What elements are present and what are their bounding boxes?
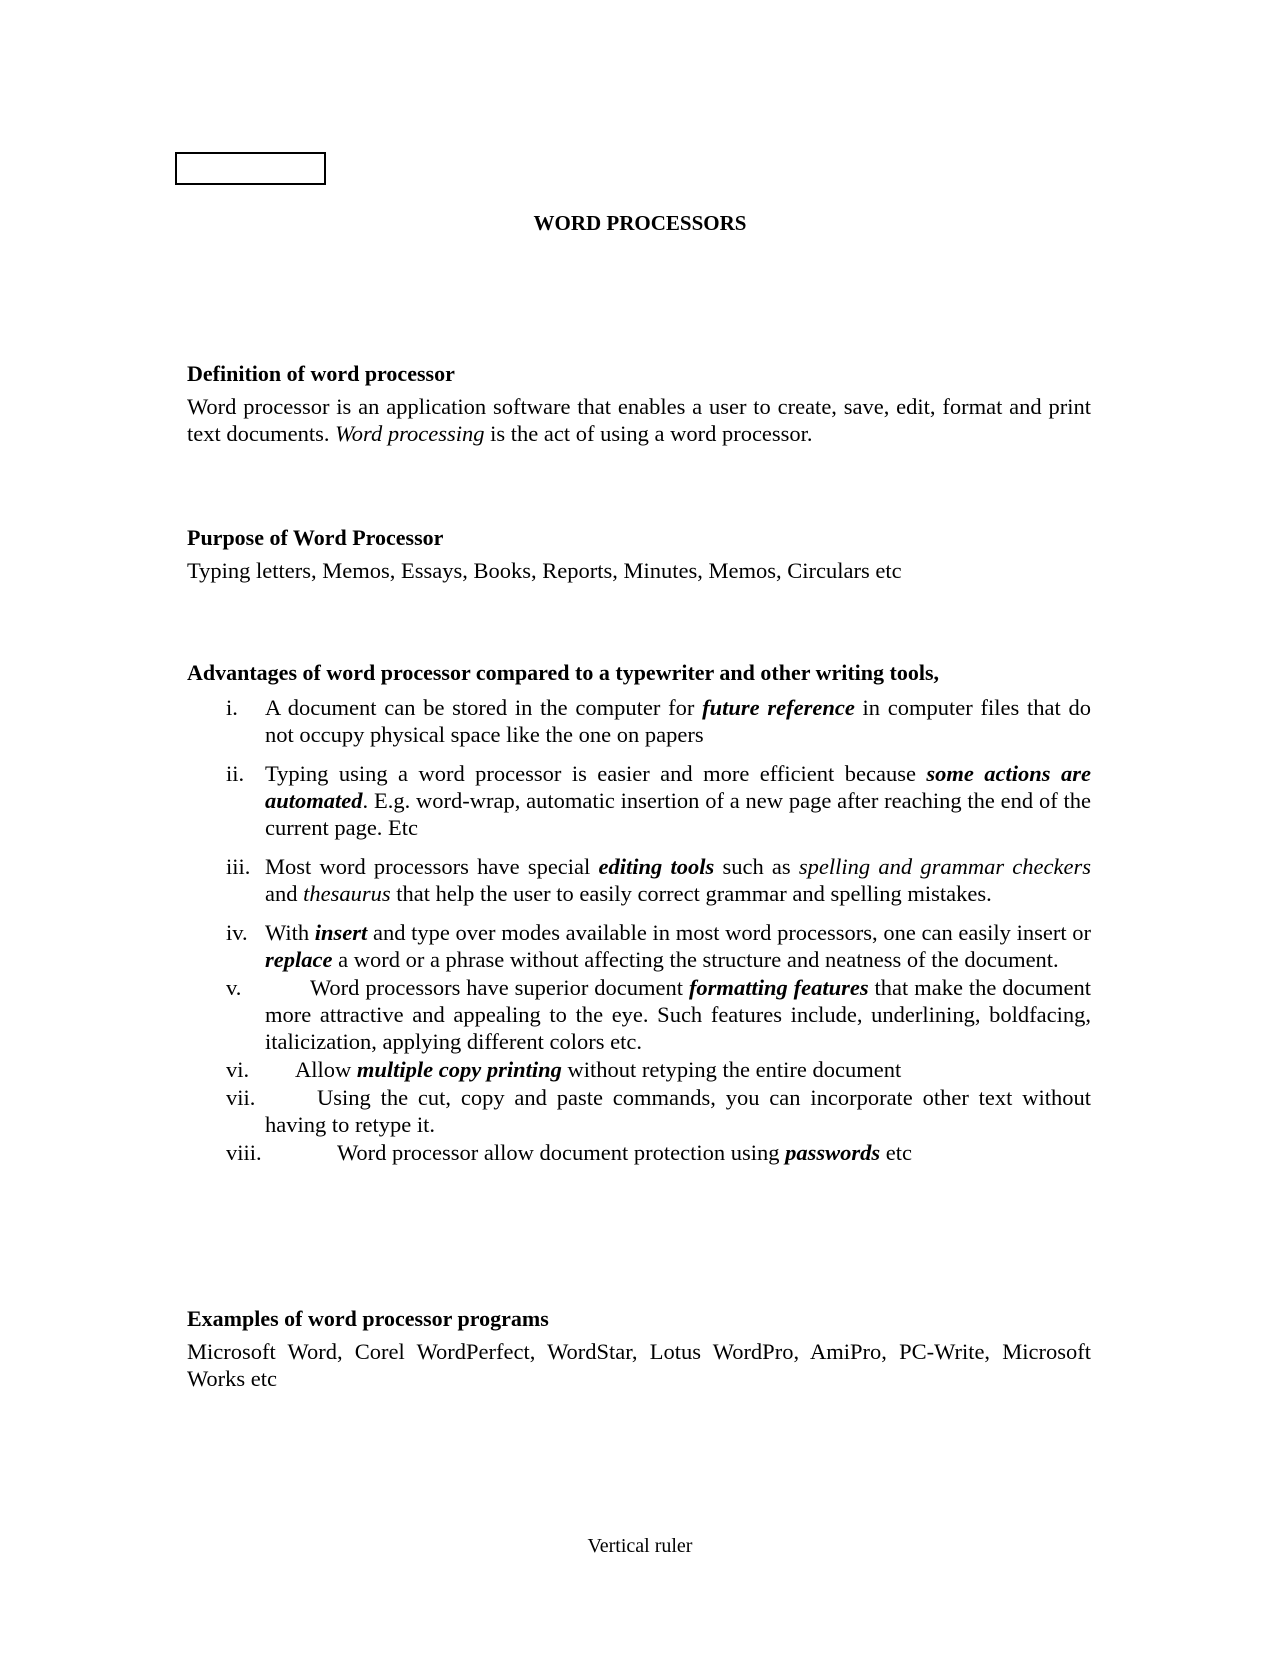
advantages-section: [187, 659, 1091, 1166]
list-item: vii. Using the cut, copy and paste commands, you can incorporate other text without having to retype it.: [226, 1085, 1091, 1137]
purpose-text: Typing letters, Memos, Essays, Books, Reports, Minutes, Memos, Circulars etc: [187, 558, 902, 583]
figure-caption: Vertical ruler: [587, 1535, 693, 1557]
definition-section: [187, 360, 1091, 447]
purpose-heading: Purpose of Word Processor: [187, 525, 444, 550]
list-item: viii. Word processor allow document protection using passwords etc: [226, 1140, 912, 1165]
definition-heading: Definition of word processor: [187, 361, 455, 386]
list-item: iii. Most word processors have special editing tools such as spelling and grammar checkers and thesaurus that help the user to easily correct grammar and spelling mistakes.: [226, 854, 1091, 906]
page-title: WORD PROCESSORS: [533, 211, 747, 235]
examples-text: Microsoft Word, Corel WordPerfect, WordStar, Lotus WordPro, AmiPro, PC-Write, Microsoft Works etc: [187, 1339, 1091, 1391]
list-item: ii. Typing using a word processor is easier and more efficient because some actions are automated. E.g. word-wrap, automatic insertion of a new page after reaching the end of the current page. Etc: [226, 761, 1091, 840]
list-item: iv. With insert and type over modes available in most word processors, one can easily insert or replace a word or a phrase without affecting the structure and neatness of the document.: [226, 920, 1091, 972]
examples-section: [187, 1305, 1091, 1392]
definition-text: Word processor is an application software that enables a user to create, save, edit, format and print text documents. Word processing is the act of using a word processor.: [187, 394, 1091, 446]
advantages-list: [187, 694, 1091, 1166]
purpose-section: [187, 524, 1091, 584]
advantages-heading: Advantages of word processor compared to a typewriter and other writing tools,: [187, 660, 940, 685]
list-item: v. Word processors have superior document formatting features that make the document more attractive and appealing to the eye. Such features include, underlining, boldfacing, italicization, applying different colors etc.: [226, 975, 1091, 1054]
empty-frame-box: [175, 152, 326, 185]
list-item: i. A document can be stored in the computer for future reference in computer files that do not occupy physical space like the one on papers: [226, 695, 1091, 747]
list-item: vi. Allow multiple copy printing without retyping the entire document: [226, 1057, 902, 1082]
examples-heading: Examples of word processor programs: [187, 1306, 549, 1331]
